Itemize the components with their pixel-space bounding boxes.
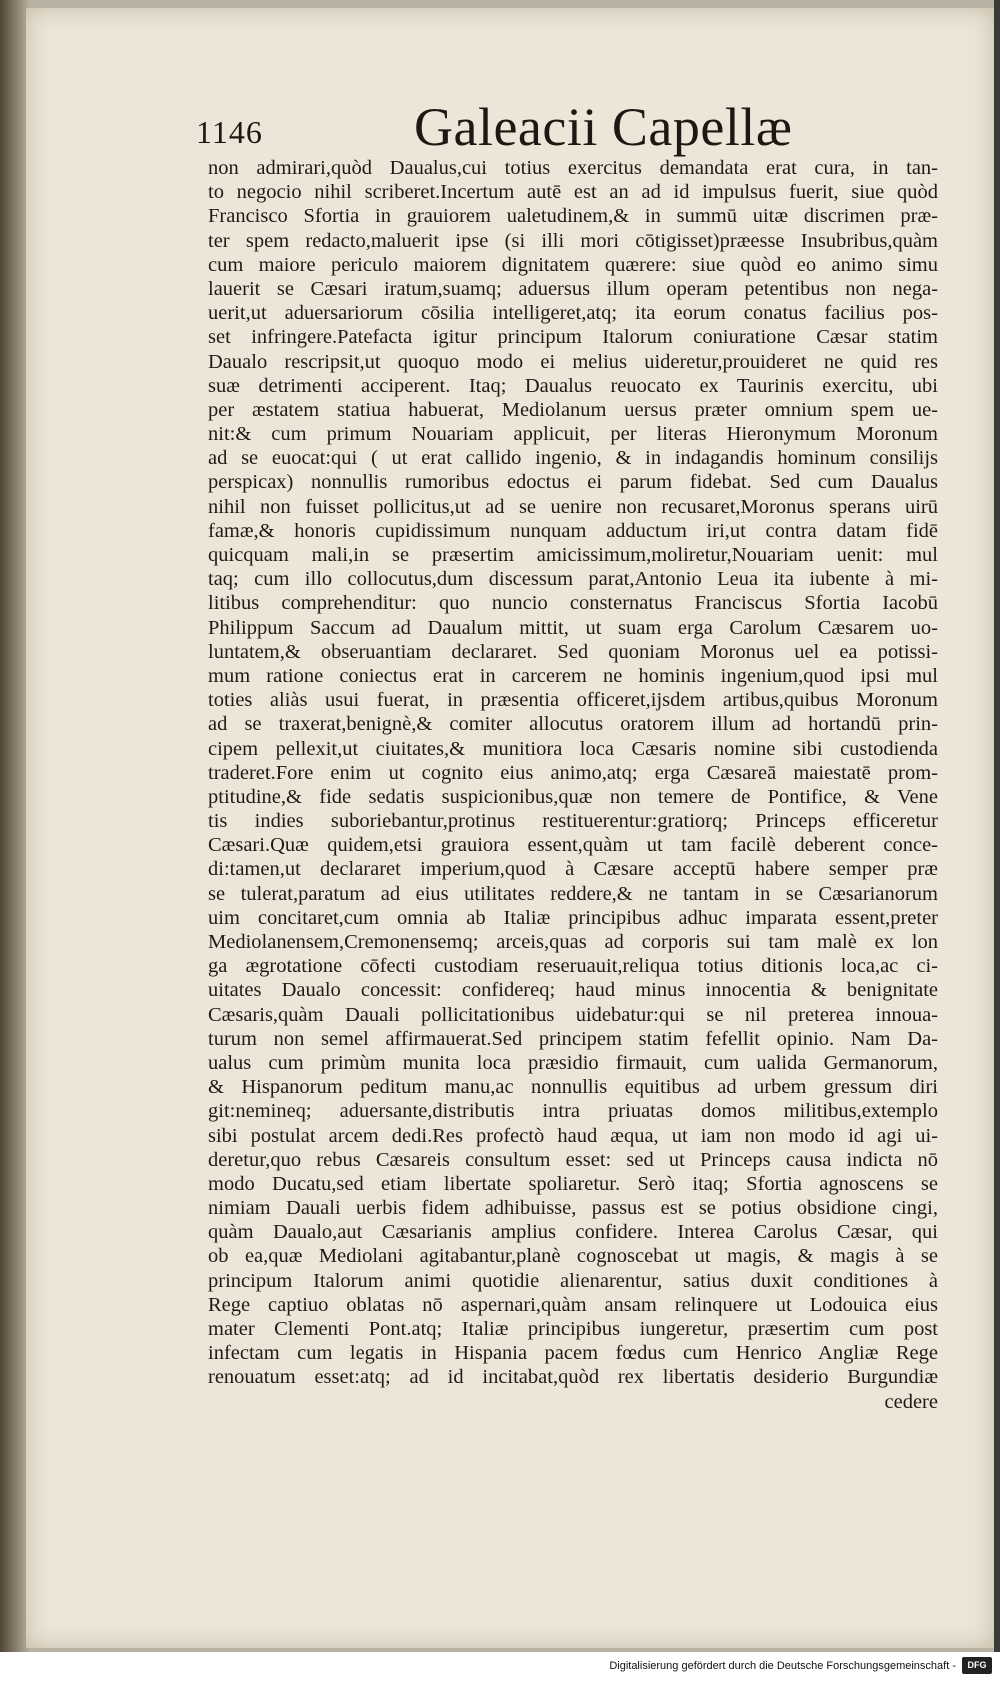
dfg-logo-icon: DFG [962, 1657, 992, 1674]
text-line: tis indies suboriebantur,protinus restituerentur:gratiorq; Princeps efficeretur [208, 810, 938, 833]
text-line: toties aliàs usui fuerat, in præsentia officeret,ijsdem artibus,quibus Moronum [208, 689, 938, 712]
text-line: di:tamen,ut declararet imperium,quod à Cæsare acceptū habere semper præ [208, 858, 938, 881]
text-line: nihil non fuisset pollicitus,ut ad se uenire non recusaret,Moronus sperans uirū [208, 495, 938, 518]
text-line: uitates Daualo concessit: confidereq; haud minus innocentia & benignitate [208, 979, 938, 1002]
text-line: renouatum esset:atq; ad id incitabat,quòd rex libertatis desiderio Burgundiæ [208, 1366, 938, 1389]
text-line: nit:& cum primum Nouariam applicuit, per literas Hieronymum Moronum [208, 423, 938, 446]
text-line: uim concitaret,cum omnia ab Italiæ principibus adhuc imparata essent,preter [208, 906, 938, 929]
text-line: lauerit se Cæsari iratum,suamq; aduersus illum operam petentibus non nega- [208, 277, 938, 300]
text-line: cipem pellexit,ut ciuitates,& munitiora loca Cæsaris nomine sibi custodienda [208, 737, 938, 760]
text-line: nimiam Dauali uerbis fidem adhibuisse, passus est se potius obsidione cingi, [208, 1197, 938, 1220]
text-line: Rege captiuo oblatas nō aspernari,quàm ansam relinquere ut Lodouica eius [208, 1293, 938, 1316]
text-line: quicquam mali,in se præsertim amicissimum,moliretur,Nouariam uenit: mul [208, 544, 938, 566]
text-line: traderet.Fore enim ut cognito eius animo,atq; erga Cæsareā maiestatē prom- [208, 761, 938, 784]
text-line: modo Ducatu,sed etiam libertate spoliaretur. Serò itaq; Sfortia agnoscens se [208, 1172, 938, 1195]
text-line: turum non semel affirmauerat.Sed principem statim fefellit opinio. Nam Da- [208, 1027, 938, 1050]
running-title: Galeacii Capellæ [414, 97, 793, 157]
text-line: Francisco Sfortia in grauiorem ualetudinem,& in summū uitæ discrimen præ- [208, 205, 938, 228]
text-line: luntatem,& obseruantiam declararet. Sed quoniam Moronus uel ea potissi- [208, 640, 938, 663]
text-line: ad se euocat:qui ( ut erat callido ingenio, & in indagandis hominum consilijs [208, 447, 938, 470]
text-line: ualus cum primùm munita loca præsidio firmauit, cum ualida Germanorum, [208, 1051, 938, 1074]
text-line: ptitudine,& fide sedatis suspicionibus,quæ non temere de Pontifice, & Vene [208, 785, 938, 808]
page-edge [994, 0, 1000, 1652]
text-line: to negocio nihil scriberet.Incertum autē est an ad id impulsus fuerit, siue quòd [208, 181, 938, 204]
text-line: per æstatem statiua habuerat, Mediolanum uersus præter omnium spem ue- [208, 398, 938, 421]
text-line: suæ detrimenti acciperent. Itaq; Daualus reuocato ex Taurinis exercitu, ubi [208, 374, 938, 397]
body-text [208, 156, 938, 1414]
text-line: sibi postulat arcem dedi.Res profectò haud æqua, ut iam non modo id agi ui- [208, 1124, 938, 1147]
text-line: cum maiore periculo maiorem dignitatem quærere: siue quòd eo animo simu [208, 253, 938, 276]
text-line: famæ,& honoris cupidissimum nunquam adductum iri,ut contra datam fidē [208, 519, 938, 542]
text-line: non admirari,quòd Daualus,cui totius exercitus demandata erat cura, in tan- [208, 157, 938, 179]
text-line: infectam cum legatis in Hispania pacem fœdus cum Henrico Angliæ Rege [208, 1342, 938, 1365]
text-line: git:nemineq; aduersante,distributis intra priuatas domos militibus,extemplo [208, 1100, 938, 1123]
text-line: Philippum Saccum ad Daualum mittit, ut suam erga Carolum Cæsarem uo- [208, 616, 938, 639]
text-line: litibus comprehenditur: quo nuncio consternatus Franciscus Sfortia Iacobū [208, 592, 938, 615]
text-line: quàm Daualo,aut Cæsarianis amplius confidere. Interea Carolus Cæsar, qui [208, 1221, 938, 1244]
text-line: taq; cum illo collocutus,dum discessum parat,Antonio Leua ita iubente à mi- [208, 568, 938, 591]
text-line: ter spem redacto,maluerit ipse (si illi mori cōtigisset)præesse Insubribus,quàm [208, 229, 938, 252]
footer-credit: Digitalisierung gefördert durch die Deutsche Forschungsgemeinschaft - [609, 1660, 956, 1672]
text-line: perspicax) nonnullis rumoribus edoctus ei parum fidebat. Sed cum Daualus [208, 471, 938, 494]
text-line: ga ægrotatione cōfecti custodiam reseruauit,reliqua totius ditionis loca,ac ci- [208, 955, 938, 978]
text-line: uerit,ut aduersariorum cōsilia intelligeret,atq; ita eorum conatus facilius pos- [208, 302, 938, 325]
text-line: principum Italorum animi quotidie alienarentur, satius duxit conditiones à [208, 1269, 938, 1292]
text-line: se tulerat,paratum ad eius utilitates reddere,& ne tantam in se Cæsarianorum [208, 882, 938, 905]
text-line: mater Clementi Pont.atq; Italiæ principibus iungeretur, præsertim cum post [208, 1318, 938, 1340]
text-line: ad se traxerat,benignè,& comiter allocutus oratorem illum ad hortandū prin- [208, 713, 938, 736]
text-line: & Hispanorum peditum manu,ac nonnullis equitibus ad urbem gressum diri [208, 1076, 938, 1099]
text-line: Cæsaris,quàm Dauali pollicitationibus uidebatur:qui se nil preterea innoua- [208, 1003, 938, 1026]
page-number: 1146 [196, 114, 263, 150]
text-line: Daualo rescripsit,ut quoquo modo ei melius uideretur,prouideret ne quid res [208, 350, 938, 373]
text-line: Mediolanensem,Cremonensemq; arceis,quas ad corporis sui tam malè ex lon [208, 931, 938, 953]
text-line: set infringere.Patefacta igitur principum Italorum coniuratione Cæsar statim [208, 326, 938, 349]
text-line: mum ratione coniectus erat in carcerem ne hominis ingenium,quod ipsi mul [208, 664, 938, 687]
footer-band [0, 1652, 1000, 1683]
page-header [196, 96, 886, 160]
catchword: cedere [884, 1390, 938, 1413]
text-line: deretur,quo rebus Cæsareis consultum esset: sed ut Princeps causa indicta nō [208, 1148, 938, 1171]
text-line: ob ea,quæ Mediolani agitabantur,planè cognoscebat ut magis, & magis à se [208, 1245, 938, 1268]
text-line: Cæsari.Quæ quidem,etsi grauiora essent,quàm ut tam facilè deberent conce- [208, 834, 938, 857]
